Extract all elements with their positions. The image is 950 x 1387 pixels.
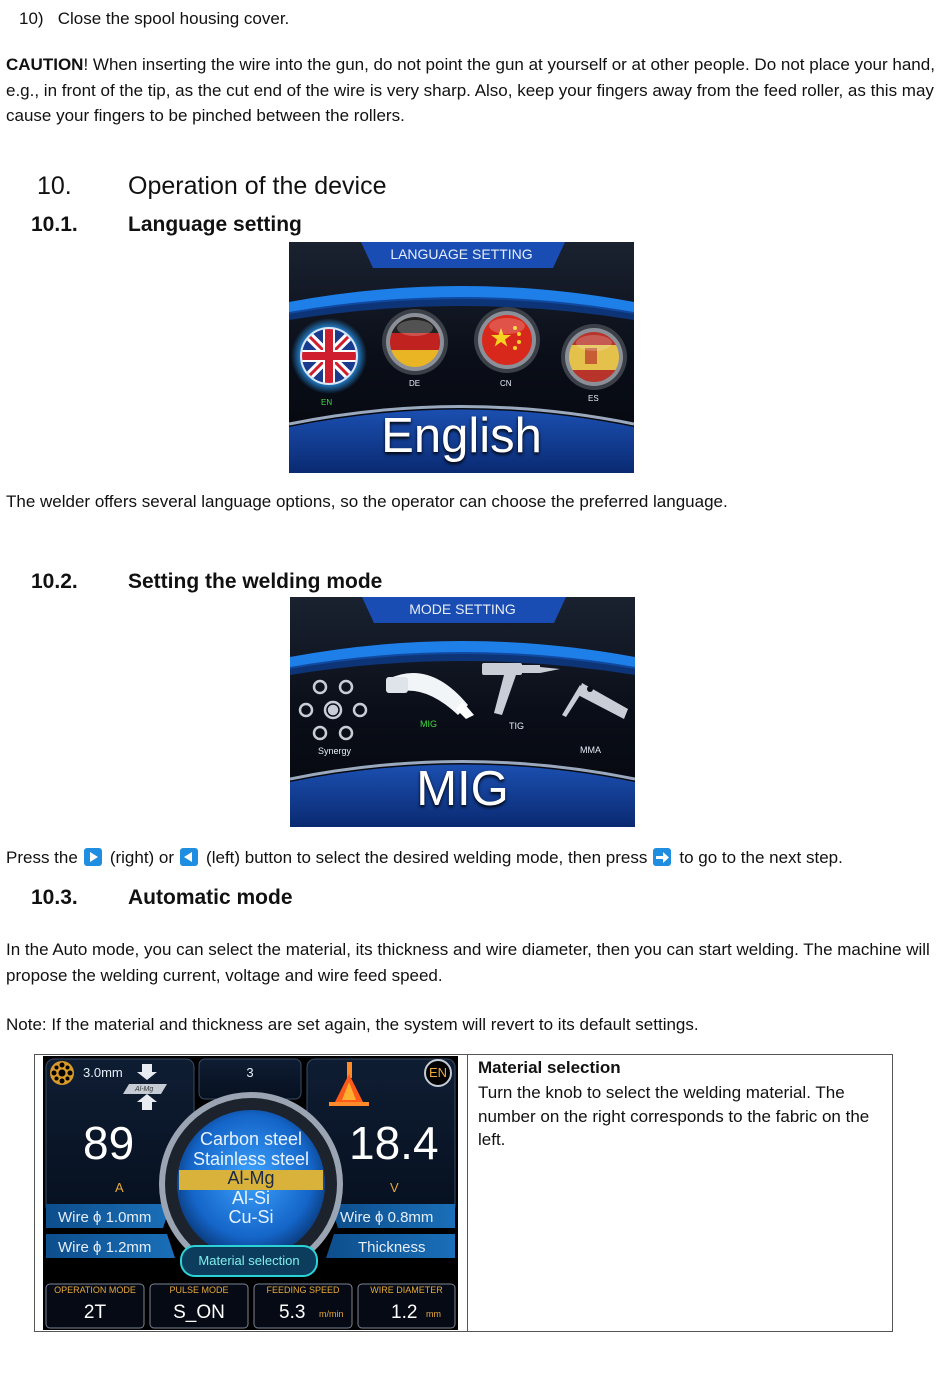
enter-arrow-button-icon [653,848,671,866]
section-10-2-number: 10.2. [31,570,78,593]
mode-label-tig: TIG [509,721,524,731]
step-number: 10) [19,9,44,28]
voltage-unit: V [390,1180,399,1195]
mode-label-mma: MMA [580,745,601,755]
selected-mode-label: MIG [416,762,509,816]
feeding-speed-unit: m/min [319,1309,344,1319]
spain-flag-icon [561,324,627,390]
section-10-title: Operation of the device [128,172,387,200]
language-screen-header: LANGUAGE SETTING [390,246,533,262]
material-option[interactable]: Cu-Si [228,1207,274,1227]
material-option[interactable]: Stainless steel [192,1148,310,1169]
press-text-4: to go to the next step. [679,848,843,867]
operation-mode-value: 2T [83,1302,107,1323]
material-selection-button[interactable]: Material selection [198,1253,300,1268]
material-option[interactable]: Al-Si [231,1187,270,1208]
wire-diameter-label: WIRE DIAMETER [370,1285,443,1295]
section-10-1-number: 10.1. [31,213,78,236]
wire-diameter-left-1: Wire ϕ 1.0mm [58,1209,152,1226]
caution-text: ! When inserting the wire into the gun, do not point the gun at yourself or at other people. Do not place your hand, e.g., in front of the tip, as the cut end of the wire is very sharp. Also, keep your fingers away from the feed roller, as this may cause your fingers to be pinched between the rollers. [6,55,935,125]
mode-setting-screen [290,597,635,827]
section-10-3-number: 10.3. [31,886,78,909]
pulse-mode-label: PULSE MODE [169,1285,229,1295]
right-arrow-button-icon [84,848,102,866]
material-cell-text: Turn the knob to select the welding material. The number on the right corresponds to the fabric on the left. [478,1083,870,1149]
flag-label-de: DE [409,379,421,388]
mode-label-mig: MIG [420,719,437,729]
mode-label-synergy: Synergy [318,746,352,756]
voltage-value: 18.4 [349,1117,439,1169]
section-10-3-title: Automatic mode [128,886,293,909]
section-10-1-title: Language setting [128,213,302,236]
press-text-1: Press the [6,848,78,867]
step-text: Close the spool housing cover. [57,9,290,28]
material-cell-title: Material selection [478,1058,621,1077]
caution-paragraph [6,52,936,129]
pulse-mode-value: S_ON [173,1302,225,1323]
table-divider [467,1055,468,1331]
wire-spool-icon [50,1061,74,1085]
wire-diameter-left-2: Wire ϕ 1.2mm [58,1239,152,1256]
note-paragraph: Note: If the material and thickness are set again, the system will revert to its default settings. [6,1015,699,1034]
feeding-speed-value: 5.3 [279,1302,306,1323]
press-instruction-line [6,845,843,871]
language-setting-screen [289,242,634,473]
left-arrow-button-icon [180,848,198,866]
current-value: 89 [83,1117,135,1169]
auto-mode-paragraph: In the Auto mode, you can select the material, its thickness and wire diameter, then you can start welding. The machine will propose the welding current, voltage and wire feed speed. [6,940,930,985]
china-flag-icon [474,307,540,373]
germany-flag-icon [382,309,448,375]
wire-diameter-unit: mm [426,1309,441,1319]
selected-language-label: English [381,409,542,463]
wire-diameter-right-1: Wire ϕ 0.8mm [340,1209,434,1226]
current-unit: A [115,1180,124,1195]
center-top-value: 3 [246,1065,254,1080]
flag-label-es: ES [588,394,599,403]
thickness-right-label: Thickness [358,1239,426,1256]
material-list[interactable] [179,1130,323,1228]
material-option-selected[interactable]: Al-Mg [227,1168,275,1188]
step-line [19,6,289,32]
flag-label-cn: CN [500,379,512,388]
feeding-speed-label: FEEDING SPEED [266,1285,340,1295]
mode-screen-header: MODE SETTING [409,601,516,617]
material-tag: Al-Mg [135,1086,154,1093]
section-10-2-title: Setting the welding mode [128,570,383,593]
language-paragraph: The welder offers several language options, so the operator can choose the preferred language. [6,492,728,511]
press-text-3: (left) button to select the desired welding mode, then press [206,848,648,867]
flag-label-en: EN [321,398,333,407]
caution-label: CAUTION [6,55,84,74]
material-option[interactable]: Carbon steel [199,1129,303,1149]
auto-mode-dashboard [43,1056,458,1330]
operation-mode-label: OPERATION MODE [54,1285,136,1295]
thickness-top-value: 3.0mm [83,1065,123,1080]
section-10-number: 10. [37,172,72,200]
wire-diameter-value: 1.2 [391,1302,418,1323]
language-badge: EN [428,1065,448,1080]
press-text-2: (right) or [109,848,175,867]
uk-flag-icon [291,318,367,394]
